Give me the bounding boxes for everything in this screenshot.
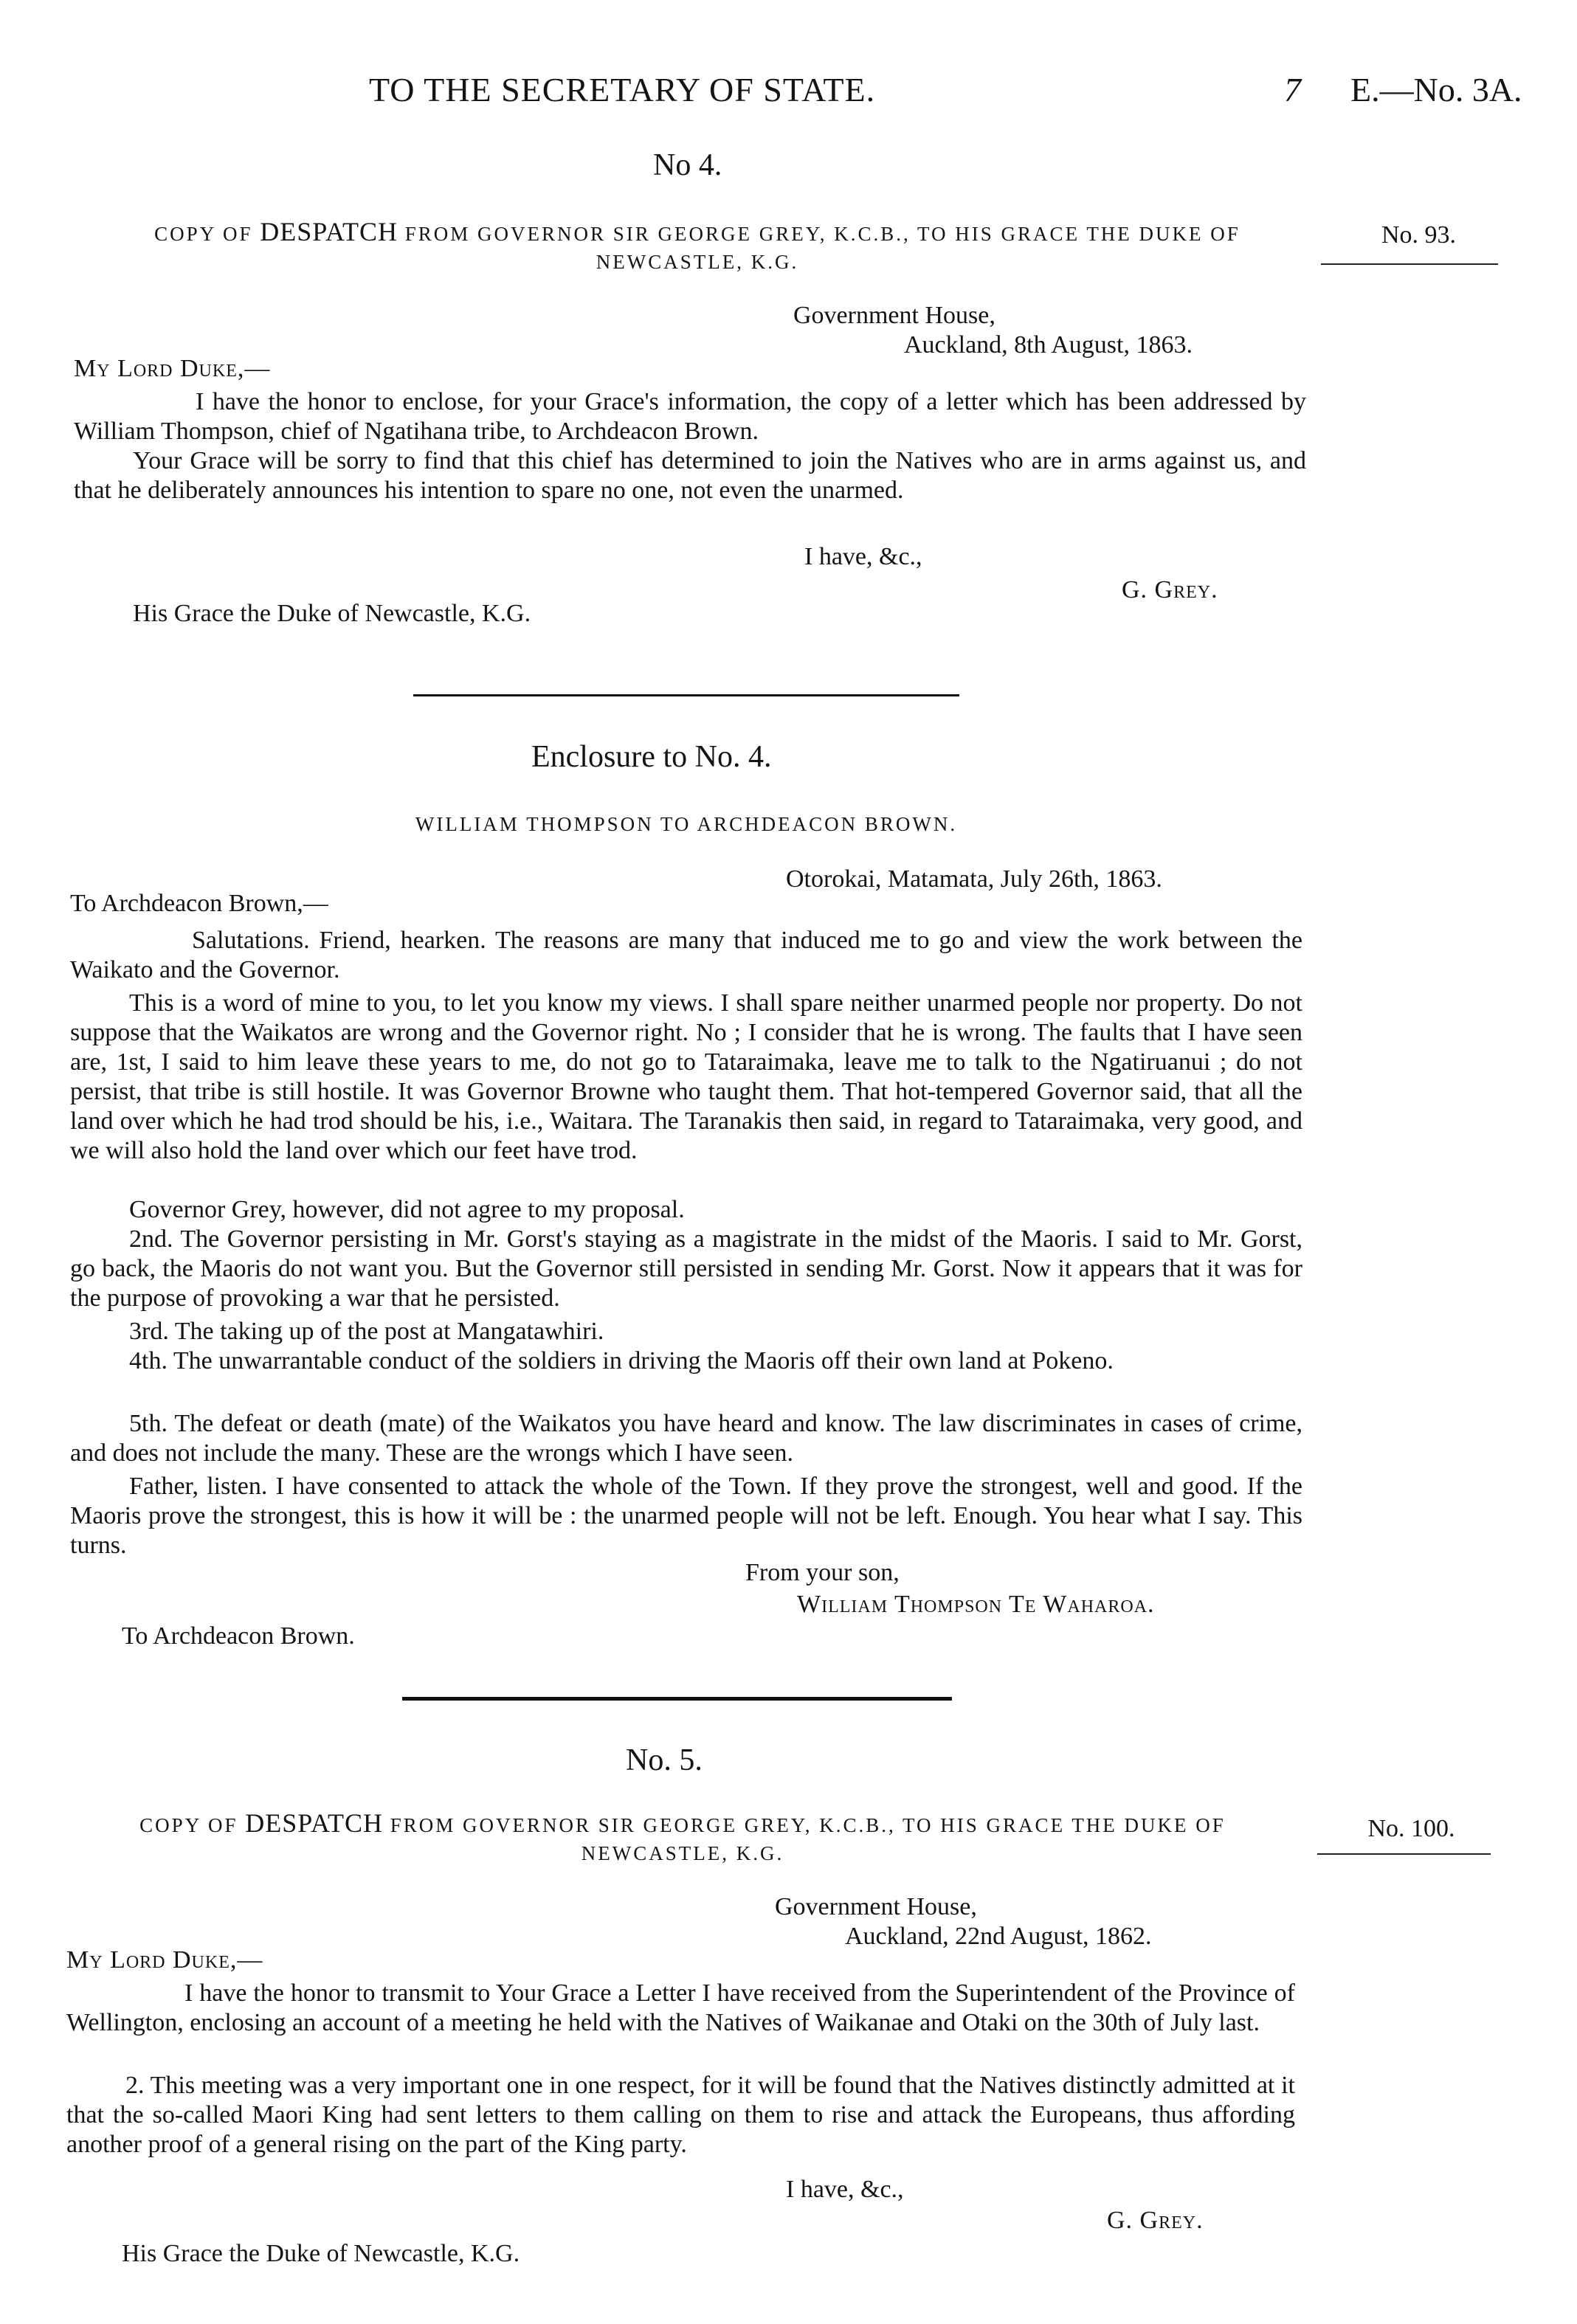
despatch-4-address-1: Government House, [793, 302, 995, 329]
caption-line2: NEWCASTLE, K.G. [596, 251, 799, 273]
despatch-5-address-2: Auckland, 22nd August, 1862. [845, 1923, 1152, 1950]
marginal-rule [1321, 263, 1498, 265]
marginal-rule [1317, 1853, 1491, 1855]
caption-line2: NEWCASTLE, K.G. [581, 1842, 784, 1864]
despatch-4-closing: I have, &c., [804, 543, 922, 570]
enclosure-paragraph-8: Father, listen. I have consented to attack the whole of the Town. If they prove the strongest, well and good. If the Maoris prove the strongest, this is how it will be : the unarmed people will not be left. Enough. You hear what I say. This turns. [70, 1473, 1302, 1559]
section-divider [413, 694, 959, 696]
despatch-4-addressee: His Grace the Duke of Newcastle, K.G. [133, 600, 531, 627]
despatch-5-caption [55, 1809, 1310, 1867]
despatch-5-marginal-number: No. 100. [1367, 1815, 1455, 1842]
running-header-title: TO THE SECRETARY OF STATE. [369, 71, 876, 108]
enclosure-paragraph-3: Governor Grey, however, did not agree to my proposal. [129, 1196, 685, 1223]
document-code: E.—No. 3A. [1350, 71, 1522, 108]
page-number: 7 [1284, 71, 1301, 108]
despatch-4-address-2: Auckland, 8th August, 1863. [904, 331, 1193, 359]
enclosure-subtitle: WILLIAM THOMPSON TO ARCHDEACON BROWN. [415, 813, 958, 835]
caption-lead: COPY OF [154, 223, 253, 245]
caption-despatch: DESPATCH [260, 217, 398, 246]
despatch-4-paragraph-2: Your Grace will be sorry to find that this chief has determined to join the Natives who are in arms against us, and that he deliberately announces his intention to spare no one, not even the unarmed. [74, 447, 1306, 504]
despatch-4-caption [70, 218, 1325, 276]
despatch-4-marginal-number: No. 93. [1381, 221, 1457, 249]
despatch-5-salutation: My Lord Duke,— [66, 1946, 263, 1974]
enclosure-paragraph-1: Salutations. Friend, hearken. The reasons are many that induced me to go and view the work between the Waikato and the Governor. [70, 927, 1302, 983]
enclosure-paragraph-2: This is a word of mine to you, to let you know my views. I shall spare neither unarmed people nor property. Do not suppose that the Waikatos are wrong and the Governor right. No ; I consider that he is wrong. The faults that I have seen are, 1st, I said to him leave these years to me, do not go to Tataraimaka, leave me to talk to the Ngatiruanui ; do not persist, that tribe is still hostile. It was Governor Browne who taught them. That hot-tempered Governor said, that all the land over which he had trod should be his, i.e., Waitara. The Taranakis then said, in regard to Tataraimaka, very good, and we will also hold the land over which our feet have trod. [70, 989, 1302, 1164]
enclosure-addressee: To Archdeacon Brown. [122, 1622, 355, 1650]
enclosure-paragraph-4: 2nd. The Governor persisting in Mr. Gorst's staying as a magistrate in the midst of the Maoris. I said to Mr. Gorst, go back, the Maoris do not want you. But the Governor still persisted in sending Mr. Gorst. Now it appears that it was for the purpose of provoking a war that he persisted. [70, 1225, 1302, 1312]
despatch-5-signature: G. Grey. [1107, 2207, 1204, 2234]
despatch-5-paragraph-2: 2. This meeting was a very important one in one respect, for it will be found that the Natives distinctly admitted at it that the so-called Maori King had sent letters to them calling on them to rise and attack the Europeans, thus affording another proof of a general rising on the part of the King party. [66, 2072, 1295, 2158]
despatch-5-address-1: Government House, [775, 1893, 977, 1920]
caption-despatch: DESPATCH [245, 1808, 383, 1838]
despatch-4-number: No 4. [653, 148, 722, 182]
caption-rest: FROM GOVERNOR SIR GEORGE GREY, K.C.B., TO HIS GRACE THE DUKE OF [404, 223, 1240, 245]
caption-rest: FROM GOVERNOR SIR GEORGE GREY, K.C.B., TO HIS GRACE THE DUKE OF [390, 1814, 1226, 1836]
enclosure-title: Enclosure to No. 4. [531, 740, 772, 774]
enclosure-signature: William Thompson Te Waharoa. [797, 1591, 1155, 1618]
despatch-5-paragraph-1: I have the honor to transmit to Your Grace a Letter I have received from the Superintendent of the Province of Wellington, enclosing an account of a meeting he held with the Natives of Waikanae and Otaki on the 30th of July last. [66, 1979, 1295, 2036]
enclosure-salutation: To Archdeacon Brown,— [70, 890, 328, 917]
despatch-4-signature: G. Grey. [1122, 576, 1218, 604]
enclosure-closing: From your son, [745, 1559, 900, 1586]
enclosure-paragraph-5: 3rd. The taking up of the post at Mangatawhiri. [129, 1318, 604, 1345]
enclosure-paragraph-6: 4th. The unwarrantable conduct of the soldiers in driving the Maoris off their own land at Pokeno. [129, 1347, 1114, 1374]
despatch-5-addressee: His Grace the Duke of Newcastle, K.G. [122, 2240, 520, 2267]
despatch-4-paragraph-1: I have the honor to enclose, for your Grace's information, the copy of a letter which has been addressed by William Thompson, chief of Ngatihana tribe, to Archdeacon Brown. [74, 388, 1306, 445]
section-divider-heavy [402, 1697, 952, 1701]
despatch-4-salutation: My Lord Duke,— [74, 355, 271, 382]
despatch-5-closing: I have, &c., [786, 2176, 904, 2203]
despatch-5-number: No. 5. [626, 1743, 703, 1777]
enclosure-paragraph-7: 5th. The defeat or death (mate) of the Waikatos you have heard and know. The law discriminates in cases of crime, and does not include the many. These are the wrongs which I have seen. [70, 1410, 1302, 1467]
caption-lead: COPY OF [139, 1814, 238, 1836]
enclosure-place-date: Otorokai, Matamata, July 26th, 1863. [786, 865, 1162, 893]
